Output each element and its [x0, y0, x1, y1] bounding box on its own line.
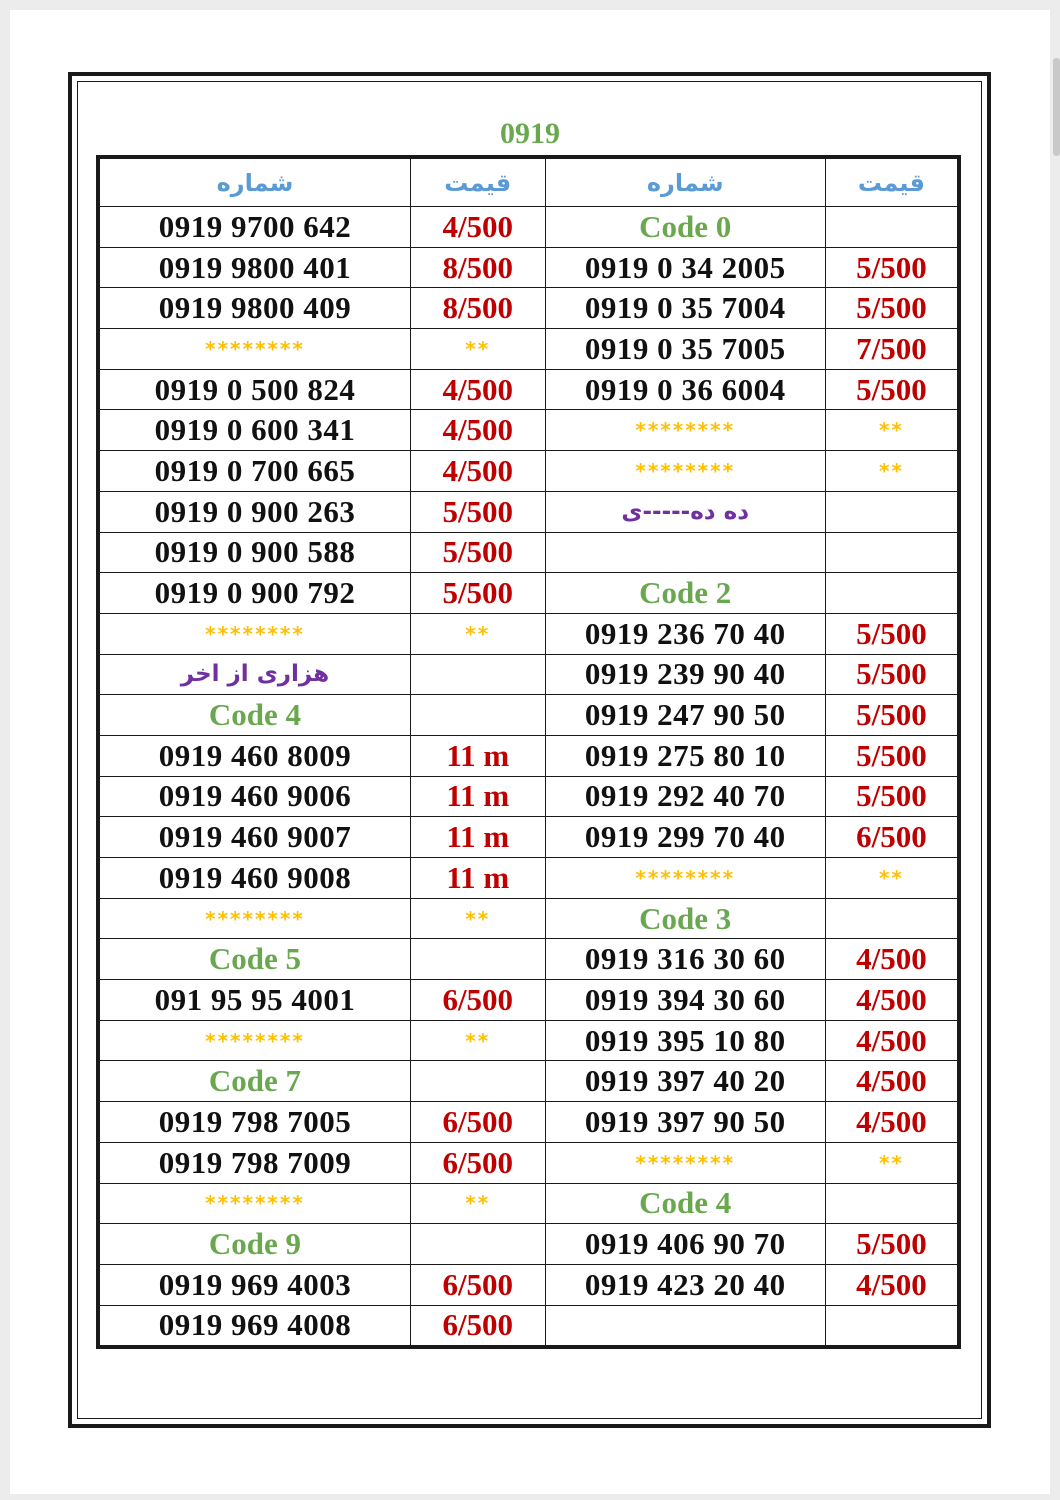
phone-number-cell-left: 0919 969 4008: [98, 1305, 410, 1347]
empty-cell-left: [410, 939, 545, 980]
table-row: [98, 207, 959, 248]
table-row: [98, 369, 959, 410]
empty-cell-right: [825, 207, 959, 248]
empty-cell-right: [825, 1183, 959, 1224]
empty-cell-left: [410, 695, 545, 736]
price-cell-right: 7/500: [825, 329, 959, 370]
table-row: [98, 695, 959, 736]
price-cell-right: 5/500: [825, 613, 959, 654]
phone-number-cell-right: 0919 247 90 50: [545, 695, 825, 736]
category-note-right: ده ده-----ی: [545, 491, 825, 532]
header-number-left: شماره: [98, 157, 410, 207]
table-row: [98, 1061, 959, 1102]
price-cell-left: 6/500: [410, 1102, 545, 1143]
price-cell-left: 4/500: [410, 410, 545, 451]
phone-number-cell-left: 0919 9800 409: [98, 288, 410, 329]
table-row: [98, 451, 959, 492]
category-note-left: هزاری از اخر: [98, 654, 410, 695]
empty-cell-right: [825, 573, 959, 614]
price-cell-right: 4/500: [825, 1061, 959, 1102]
price-cell-right: 6/500: [825, 817, 959, 858]
price-cell-right: 5/500: [825, 247, 959, 288]
code-heading-right: Code 4: [545, 1183, 825, 1224]
price-cell-left: 5/500: [410, 491, 545, 532]
table-row: [98, 735, 959, 776]
phone-number-cell-left: 0919 0 500 824: [98, 369, 410, 410]
phone-number-cell-right: 0919 0 36 6004: [545, 369, 825, 410]
code-heading-right: Code 2: [545, 573, 825, 614]
separator-stars-left: **: [410, 898, 545, 939]
empty-cell-left: [410, 654, 545, 695]
phone-number-cell-left: 0919 0 600 341: [98, 410, 410, 451]
phone-number-cell-right: 0919 423 20 40: [545, 1264, 825, 1305]
table-row: [98, 1183, 959, 1224]
price-cell-left: 11 m: [410, 817, 545, 858]
empty-cell-left: [410, 1224, 545, 1265]
price-cell-left: 11 m: [410, 776, 545, 817]
price-cell-left: 4/500: [410, 369, 545, 410]
phone-number-cell-left: 091 95 95 4001: [98, 980, 410, 1021]
table-row: [98, 898, 959, 939]
empty-cell-right: [825, 532, 959, 573]
table-row: [98, 532, 959, 573]
phone-number-cell-right: 0919 275 80 10: [545, 735, 825, 776]
header-price-right: قیمت: [825, 157, 959, 207]
code-heading-left: Code 7: [98, 1061, 410, 1102]
phone-number-cell-left: 0919 0 700 665: [98, 451, 410, 492]
phone-number-cell-left: 0919 9700 642: [98, 207, 410, 248]
table-row: [98, 1305, 959, 1347]
phone-number-cell-right: 0919 299 70 40: [545, 817, 825, 858]
phone-number-cell-left: 0919 798 7009: [98, 1142, 410, 1183]
table-header-row: [98, 157, 959, 207]
phone-number-cell-right: 0919 397 40 20: [545, 1061, 825, 1102]
code-heading-left: Code 4: [98, 695, 410, 736]
table-row: [98, 1142, 959, 1183]
price-cell-right: 5/500: [825, 695, 959, 736]
price-cell-left: 8/500: [410, 247, 545, 288]
empty-cell-right: [545, 1305, 825, 1347]
empty-cell-right: [825, 898, 959, 939]
separator-stars-right: **: [825, 858, 959, 899]
empty-cell-right: [825, 1305, 959, 1347]
separator-stars-left: ********: [98, 613, 410, 654]
price-cell-right: 5/500: [825, 776, 959, 817]
price-cell-right: 4/500: [825, 1264, 959, 1305]
price-cell-right: 5/500: [825, 735, 959, 776]
phone-number-cell-right: 0919 236 70 40: [545, 613, 825, 654]
phone-number-cell-right: 0919 394 30 60: [545, 980, 825, 1021]
price-cell-left: 6/500: [410, 1142, 545, 1183]
phone-number-cell-left: 0919 0 900 263: [98, 491, 410, 532]
phone-number-cell-left: 0919 460 9006: [98, 776, 410, 817]
code-heading-left: Code 9: [98, 1224, 410, 1265]
price-cell-right: 4/500: [825, 980, 959, 1021]
separator-stars-right: **: [825, 451, 959, 492]
phone-number-cell-left: 0919 460 8009: [98, 735, 410, 776]
price-cell-left: 4/500: [410, 207, 545, 248]
table-row: [98, 613, 959, 654]
empty-cell-left: [410, 1061, 545, 1102]
price-cell-right: 5/500: [825, 654, 959, 695]
phone-number-cell-left: 0919 460 9007: [98, 817, 410, 858]
separator-stars-right: **: [825, 1142, 959, 1183]
price-cell-right: 5/500: [825, 369, 959, 410]
price-cell-left: 4/500: [410, 451, 545, 492]
price-cell-left: 6/500: [410, 1264, 545, 1305]
separator-stars-left: ********: [98, 329, 410, 370]
phone-number-cell-left: 0919 0 900 588: [98, 532, 410, 573]
table-row: [98, 1264, 959, 1305]
table-row: [98, 817, 959, 858]
phone-number-cell-right: 0919 292 40 70: [545, 776, 825, 817]
code-heading-left: Code 5: [98, 939, 410, 980]
page-title: 0919: [500, 117, 560, 150]
separator-stars-right: **: [825, 410, 959, 451]
separator-stars-left: **: [410, 1020, 545, 1061]
price-cell-right: 5/500: [825, 1224, 959, 1265]
table-row: [98, 1020, 959, 1061]
empty-cell-right: [825, 491, 959, 532]
separator-stars-left: ********: [98, 1020, 410, 1061]
table-row: [98, 329, 959, 370]
separator-stars-left: ********: [98, 1183, 410, 1224]
table-row: [98, 1102, 959, 1143]
separator-stars-left: **: [410, 1183, 545, 1224]
code-heading-right: Code 3: [545, 898, 825, 939]
price-cell-left: 5/500: [410, 532, 545, 573]
table-row: [98, 573, 959, 614]
table-row: [98, 288, 959, 329]
header-number-right: شماره: [545, 157, 825, 207]
phone-number-cell-right: 0919 0 35 7005: [545, 329, 825, 370]
separator-stars-left: **: [410, 613, 545, 654]
phone-number-cell-left: 0919 460 9008: [98, 858, 410, 899]
table-row: [98, 654, 959, 695]
table-row: [98, 776, 959, 817]
table-row: [98, 939, 959, 980]
price-cell-right: 4/500: [825, 1020, 959, 1061]
phone-number-cell-right: 0919 0 34 2005: [545, 247, 825, 288]
table-row: [98, 858, 959, 899]
table-row: [98, 247, 959, 288]
phone-number-cell-left: 0919 798 7005: [98, 1102, 410, 1143]
table-row: [98, 1224, 959, 1265]
phone-number-cell-right: 0919 395 10 80: [545, 1020, 825, 1061]
price-cell-left: 8/500: [410, 288, 545, 329]
price-cell-left: 5/500: [410, 573, 545, 614]
price-table: [96, 155, 961, 1349]
price-cell-left: 11 m: [410, 858, 545, 899]
separator-stars-right: ********: [545, 410, 825, 451]
price-cell-left: 6/500: [410, 1305, 545, 1347]
phone-number-cell-right: 0919 0 35 7004: [545, 288, 825, 329]
separator-stars-left: ********: [98, 898, 410, 939]
empty-cell-right: [545, 532, 825, 573]
price-cell-right: 5/500: [825, 288, 959, 329]
header-price-left: قیمت: [410, 157, 545, 207]
separator-stars-right: ********: [545, 858, 825, 899]
table-row: [98, 491, 959, 532]
phone-number-cell-right: 0919 316 30 60: [545, 939, 825, 980]
price-cell-left: 11 m: [410, 735, 545, 776]
phone-number-cell-right: 0919 406 90 70: [545, 1224, 825, 1265]
separator-stars-right: ********: [545, 1142, 825, 1183]
phone-number-cell-right: 0919 239 90 40: [545, 654, 825, 695]
code-heading-right: Code 0: [545, 207, 825, 248]
table-row: [98, 980, 959, 1021]
phone-number-cell-left: 0919 9800 401: [98, 247, 410, 288]
price-cell-right: 4/500: [825, 939, 959, 980]
price-cell-left: 6/500: [410, 980, 545, 1021]
separator-stars-right: ********: [545, 451, 825, 492]
separator-stars-left: **: [410, 329, 545, 370]
phone-number-cell-left: 0919 969 4003: [98, 1264, 410, 1305]
table-row: [98, 410, 959, 451]
phone-number-cell-left: 0919 0 900 792: [98, 573, 410, 614]
price-cell-right: 4/500: [825, 1102, 959, 1143]
phone-number-cell-right: 0919 397 90 50: [545, 1102, 825, 1143]
